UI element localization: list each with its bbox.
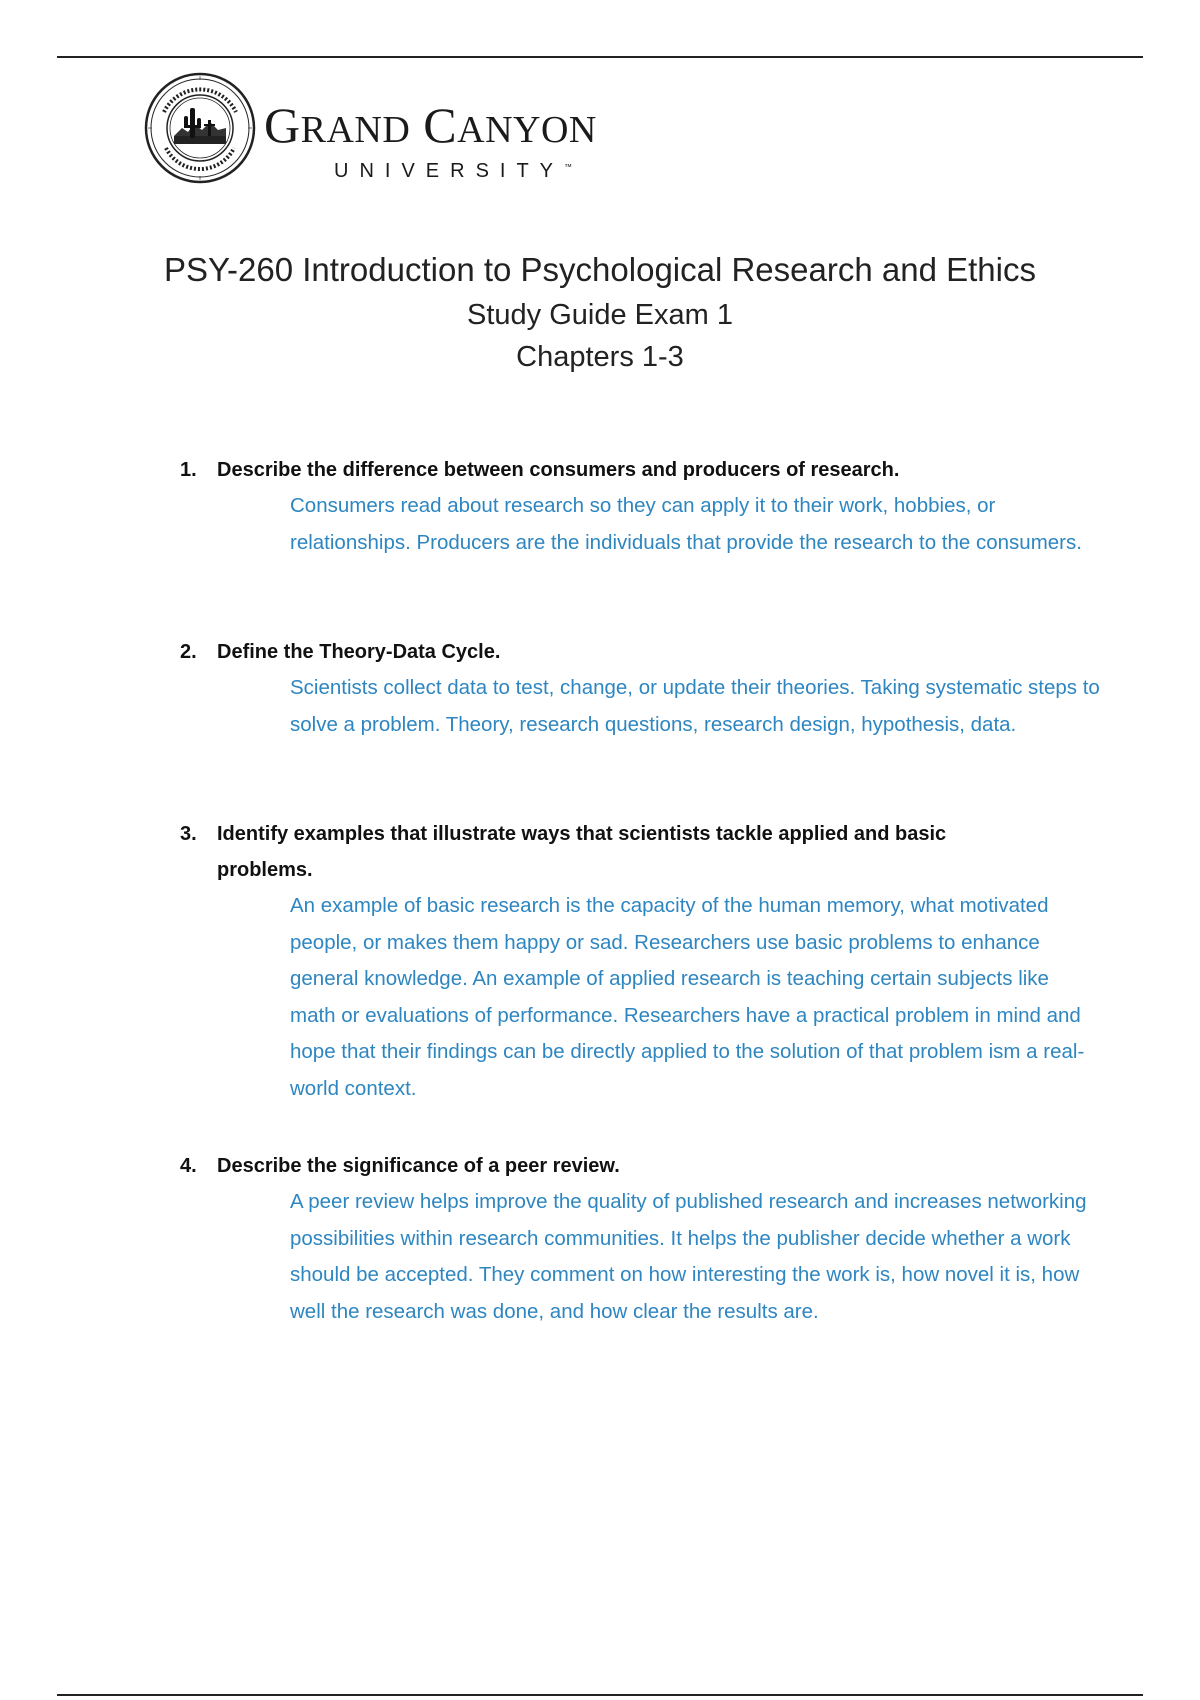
question-text: 2. Define the Theory-Data Cycle. <box>180 634 1100 670</box>
top-rule <box>57 56 1143 58</box>
chapters-label: Chapters 1-3 <box>516 341 684 373</box>
document-header <box>0 250 1200 378</box>
question-number: 1. <box>180 459 197 481</box>
answer-text: A peer review helps improve the quality of published research and increases networking possibilities within research communities. It helps the publisher decide whether a work should be accepted. They comment on how interesting the work is, how novel it is, how well the research was done, and how clear the results are. <box>290 1190 1087 1323</box>
logo-wordmark: GRAND CANYON <box>264 97 597 153</box>
answer-text: Consumers read about research so they can apply it to their work, hobbies, or relationships. Producers are the individuals that provide the research to the consumers. <box>290 494 1082 554</box>
bottom-rule <box>57 1694 1143 1696</box>
question-item <box>180 1148 1100 1330</box>
logo-university-text: UNIVERSITY™ <box>334 160 573 182</box>
question-text: 4. Describe the significance of a peer review. <box>180 1148 1100 1184</box>
question-number: 4. <box>180 1155 197 1177</box>
question-item <box>180 634 1100 743</box>
answer-text: Scientists collect data to test, change, or update their theories. Taking systematic steps to solve a problem. Theory, research questions, research design, hypothesis, data. <box>290 676 1100 736</box>
answer-text: An example of basic research is the capacity of the human memory, what motivated people, or makes them happy or sad. Researchers use basic problems to enhance general knowledge. An example of applied research is teaching certain subjects like math or evaluations of performance. Researchers have a practical problem in mind and hope that their findings can be directly applied to the solution of that problem ism a real-world context. <box>290 894 1085 1100</box>
question-number: 2. <box>180 641 197 663</box>
university-logo <box>144 72 634 188</box>
question-text: 3. Identify examples that illustrate ways that scientists tackle applied and basic problems. <box>180 816 1027 888</box>
course-title: PSY-260 Introduction to Psychological Research and Ethics <box>164 251 1036 288</box>
question-number: 3. <box>180 823 197 845</box>
question-item <box>180 452 1100 561</box>
question-text: 1. Describe the difference between consumers and producers of research. <box>180 452 1100 488</box>
university-seal-icon <box>144 72 256 184</box>
question-item <box>180 816 1100 1107</box>
document-subtitle: Study Guide Exam 1 <box>467 299 733 331</box>
